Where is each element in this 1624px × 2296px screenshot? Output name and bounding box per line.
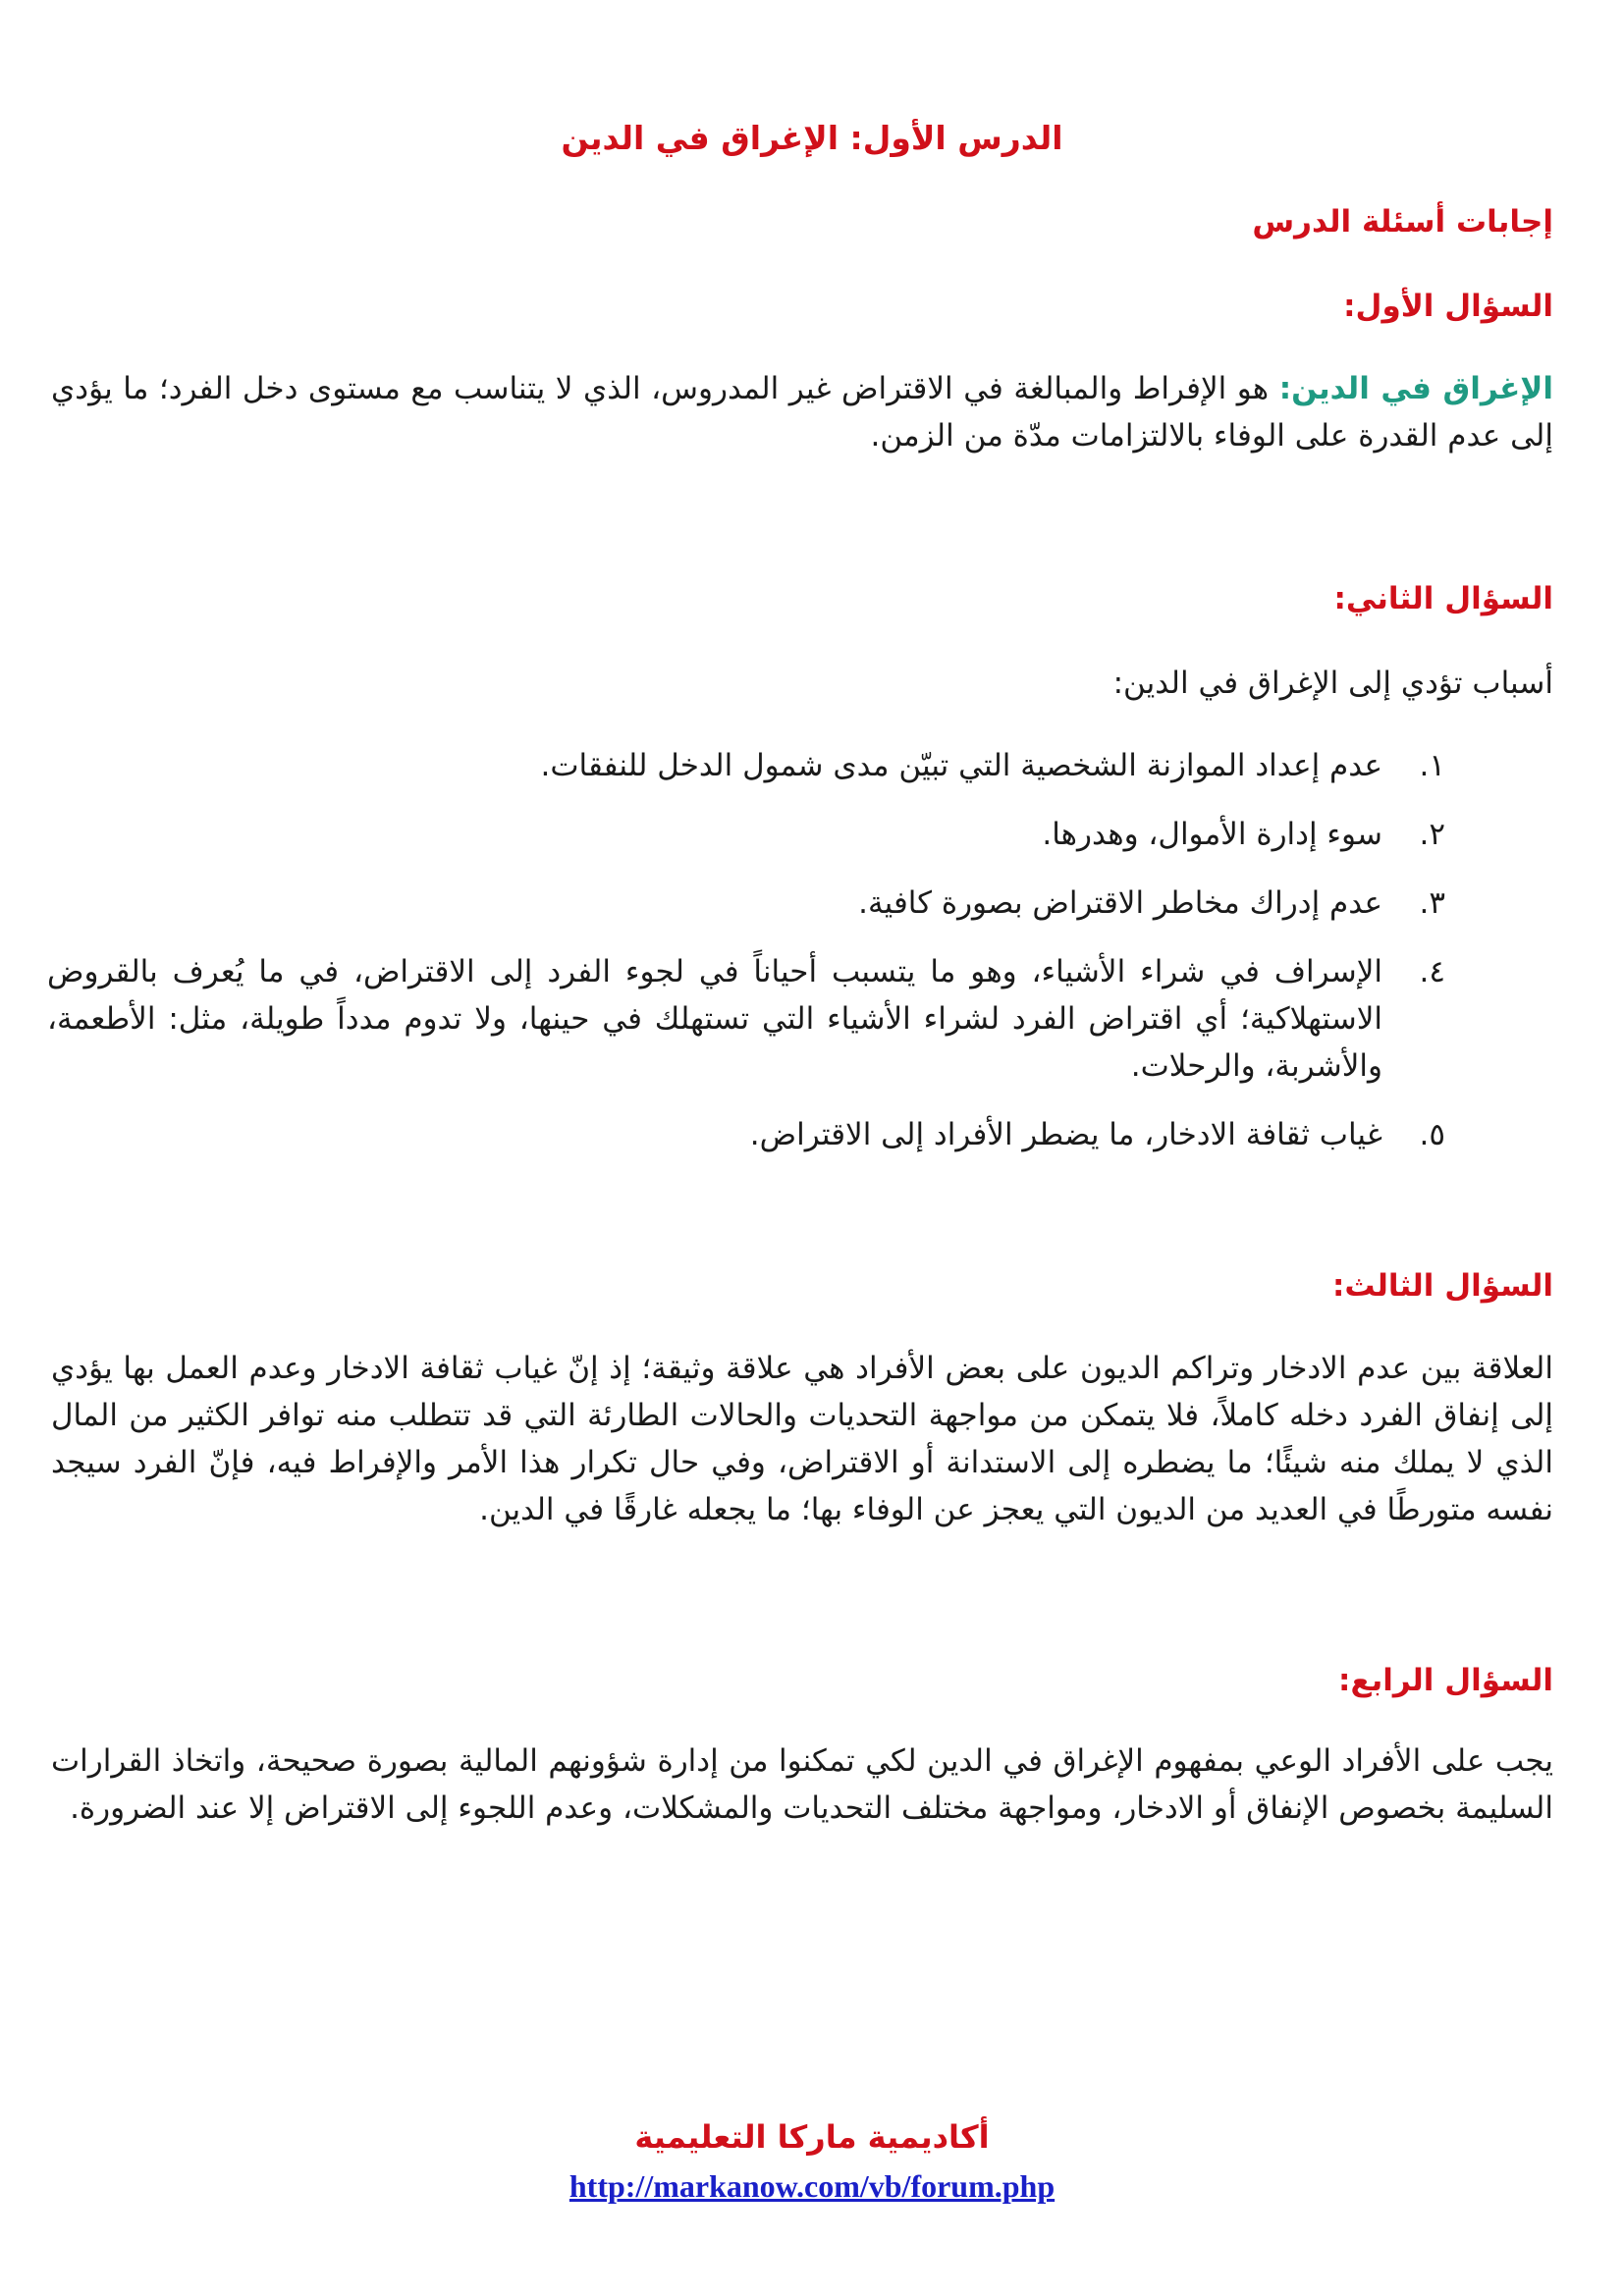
q1-heading: السؤال الأول: bbox=[1343, 289, 1553, 324]
list-item-text: غياب ثقافة الادخار، ما يضطر الأفراد إلى الاقتراض. bbox=[749, 1117, 1382, 1152]
list-item-number: ٥. bbox=[1419, 1117, 1445, 1152]
q1-term: الإغراق في الدين: bbox=[1278, 371, 1553, 406]
list-item-text: سوء إدارة الأموال، وهدرها. bbox=[1042, 817, 1382, 852]
q1-text: هو الإفراط والمبالغة في الاقتراض غير المدروس، الذي لا يتناسب مع مستوى دخل الفرد؛ ما يؤدي إلى عدم القدرة على الوفاء بالالتزامات مدّة من الزمن. bbox=[51, 371, 1553, 454]
list-item bbox=[47, 880, 1445, 927]
list-item-number: ٤. bbox=[1419, 954, 1445, 989]
list-item-text: عدم إدراك مخاطر الاقتراض بصورة كافية. bbox=[858, 885, 1382, 921]
q3-heading: السؤال الثالث: bbox=[1332, 1268, 1553, 1304]
q4-heading: السؤال الرابع: bbox=[1338, 1663, 1553, 1698]
section-heading: إجابات أسئلة الدرس bbox=[1252, 204, 1553, 240]
list-item-number: ٣. bbox=[1419, 885, 1445, 921]
list-item bbox=[47, 742, 1445, 789]
list-item bbox=[47, 1111, 1445, 1158]
list-item-number: ٢. bbox=[1419, 817, 1445, 852]
q2-intro: أسباب تؤدي إلى الإغراق في الدين: bbox=[1112, 666, 1553, 701]
q3-answer: العلاقة بين عدم الادخار وتراكم الديون على بعض الأفراد هي علاقة وثيقة؛ إذ إنّ غياب ثقافة الادخار وعدم العمل بها يؤدي إلى إنفاق الفرد دخله كاملاً، فلا يتمكن من مواجهة التحديات والحالات الطارئة التي قد تتطلب منه توافر الكثير من المال الذي لا يملك منه شيئًا؛ ما يضطره إلى الاستدانة أو الاقتراض، وفي حال تكرار هذا الأمر والإفراط فيه، فإنّ الفرد سيجد نفسه متورطًا في العديد من الديون التي يعجز عن الوفاء بها؛ ما يجعله غارقًا في الدين. bbox=[51, 1351, 1553, 1527]
q4-answer: يجب على الأفراد الوعي بمفهوم الإغراق في الدين لكي تمكنوا من إدارة شؤونهم المالية بصورة صحيحة، واتخاذ القرارات السليمة بخصوص الإنفاق أو الادخار، ومواجهة مختلف التحديات والمشكلات، وعدم اللجوء إلى الاقتراض إلا عند الضرورة. bbox=[51, 1743, 1553, 1826]
q1-answer bbox=[51, 365, 1553, 459]
list-item-text: عدم إعداد الموازنة الشخصية التي تبيّن مدى شمول الدخل للنفقات. bbox=[540, 748, 1382, 783]
q2-heading: السؤال الثاني: bbox=[1333, 581, 1553, 616]
list-item-number: ١. bbox=[1419, 748, 1445, 783]
page-title: الدرس الأول: الإغراق في الدين bbox=[561, 119, 1063, 157]
footer-org-name: أكاديمية ماركا التعليمية bbox=[634, 2118, 990, 2156]
list-item-text: الإسراف في شراء الأشياء، وهو ما يتسبب أحياناً في لجوء الفرد إلى الاقتراض، في ما يُعرف بالقروض الاستهلاكية؛ أي اقتراض الفرد لشراء الأشياء التي تستهلك في حينها، ولا تدوم مدداً طويلة، مثل: الأطعمة، والأشربة، والرحلات. bbox=[47, 954, 1382, 1084]
list-item bbox=[47, 948, 1445, 1090]
q2-list bbox=[47, 742, 1445, 1158]
footer-link[interactable]: http://markanow.com/vb/forum.php bbox=[568, 2168, 1056, 2204]
list-item bbox=[47, 811, 1445, 858]
